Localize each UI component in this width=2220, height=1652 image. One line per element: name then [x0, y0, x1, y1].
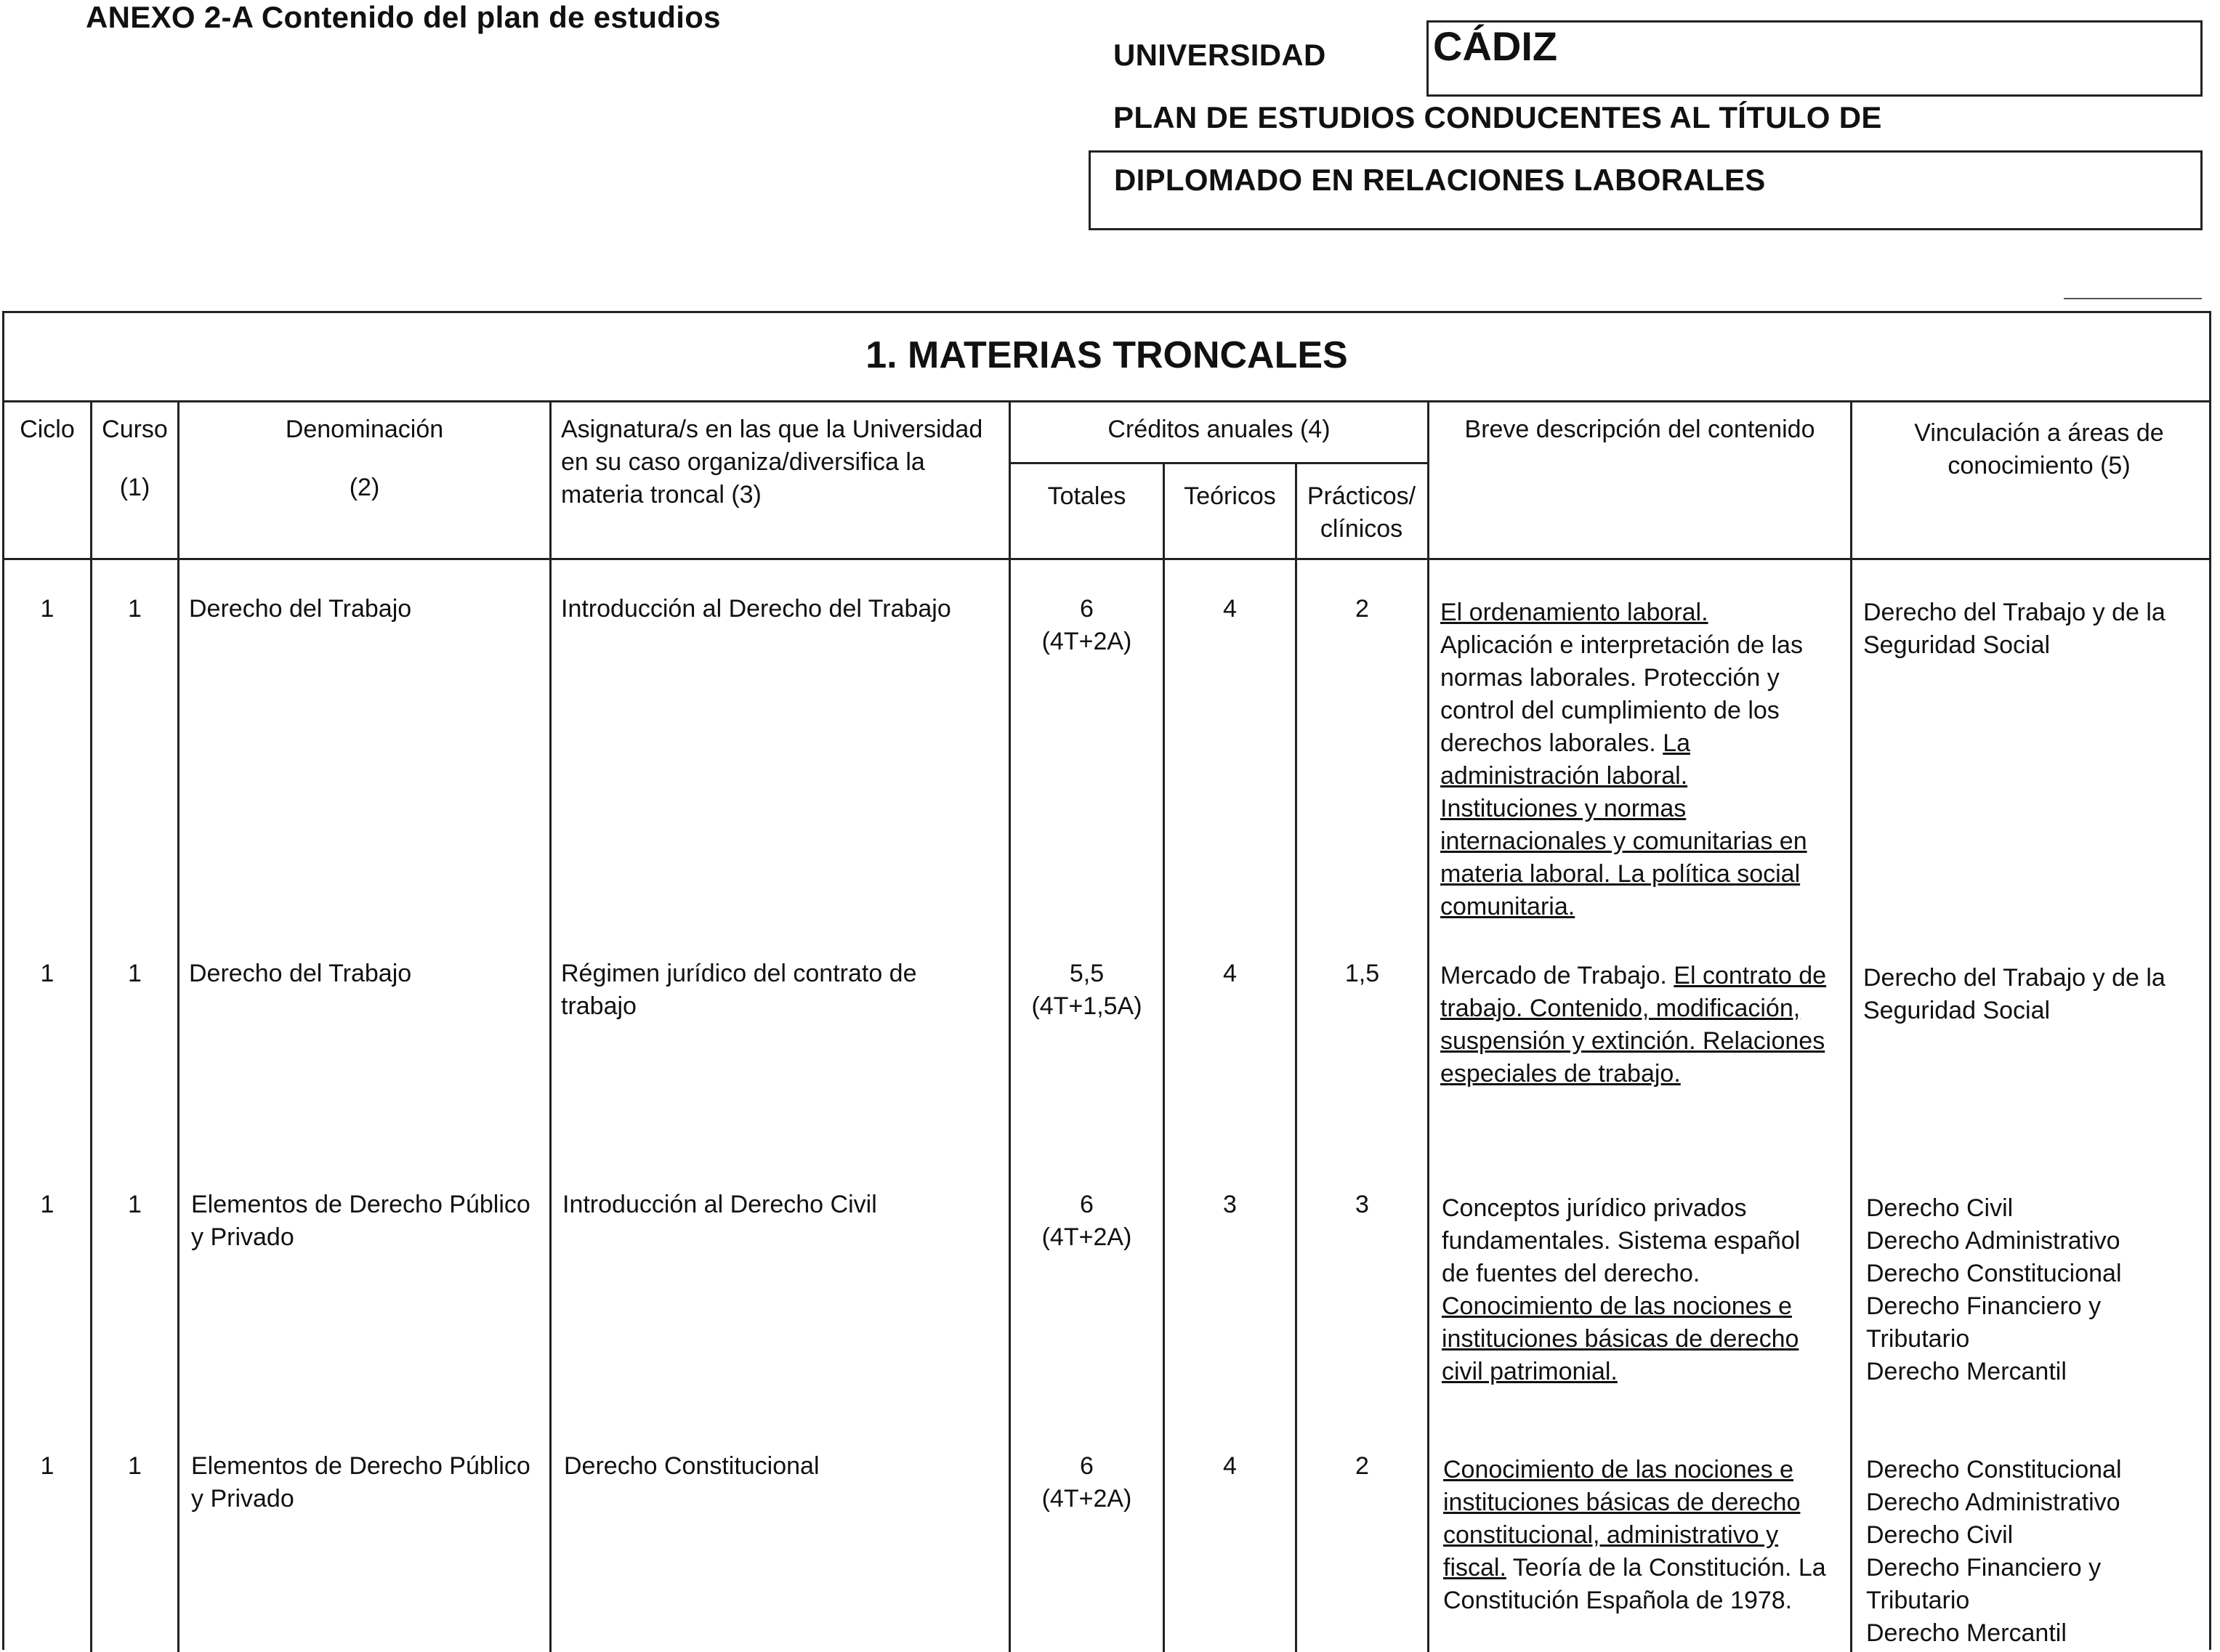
cell-descripcion	[1442, 1192, 1834, 1388]
desc-text: Teoría de la Constitución. La Constitución Española de 1978.	[1443, 1554, 1826, 1614]
cell-vinculacion: Derecho del Trabajo y de la Seguridad Social	[1863, 964, 2165, 1024]
cell-curso: 1	[128, 1191, 142, 1218]
cell-curso: 1	[128, 1452, 142, 1480]
cell-vinculacion	[1866, 1192, 2186, 1388]
cell-teoricos: 3	[1223, 1191, 1237, 1218]
desc-underlined-text: El contrato de trabajo. Contenido, modificación, suspensión y extinción. Relaciones especiales de trabajo.	[1440, 962, 1827, 1088]
area-item: Derecho Mercantil	[1866, 1358, 2067, 1385]
cell-practicos: 1,5	[1344, 960, 1380, 987]
area-item: Derecho Administrativo	[1866, 1489, 2120, 1516]
cell-practicos: 2	[1355, 595, 1369, 623]
university-box	[1426, 20, 2203, 97]
col-divider-8	[1850, 400, 1852, 1652]
area-item: Derecho Administrativo	[1866, 1227, 2120, 1255]
cell-denominacion: Elementos de Derecho Público y Privado	[191, 1452, 530, 1513]
creditos-divider	[1009, 462, 1427, 464]
cell-practicos: 2	[1355, 1452, 1369, 1480]
col-header-descripcion: Breve descripción del contenido	[1464, 416, 1815, 443]
col-header-practicos: Prácticos/ clínicos	[1307, 482, 1416, 543]
col-header-creditos: Créditos anuales (4)	[1107, 416, 1331, 443]
desc-underlined-text: La administración laboral. Instituciones y normas internacionales y comunitarias en materia laboral. La política social comunitaria.	[1440, 729, 1807, 920]
cell-totales: 6	[1080, 595, 1094, 623]
col-header-ciclo: Ciclo	[20, 416, 75, 443]
col-header-asignatura: Asignatura/s en las que la Universidad en su caso organiza/diversifica la materia troncal (3)	[561, 416, 983, 509]
cell-descripcion	[1443, 1454, 1832, 1617]
desc-text: Aplicación e interpretación de las normas laborales. Protección y control del cumplimiento de los derechos laborales.	[1440, 631, 1803, 757]
area-item: Derecho Mercantil	[1866, 1619, 2067, 1647]
cell-totales-detail: (4T+1,5A)	[1031, 992, 1142, 1020]
cell-asignatura: Introducción al Derecho Civil	[562, 1191, 877, 1218]
cell-denominacion: Elementos de Derecho Público y Privado	[191, 1191, 530, 1251]
col-divider-2	[177, 400, 179, 1652]
col-header-teoricos: Teóricos	[1184, 482, 1276, 510]
cell-ciclo: 1	[40, 960, 55, 987]
table-title: 1. MATERIAS TRONCALES	[865, 334, 1348, 376]
cell-totales-detail: (4T+2A)	[1041, 628, 1132, 655]
desc-text: Mercado de Trabajo.	[1440, 962, 1674, 989]
cell-teoricos: 4	[1223, 960, 1237, 987]
cell-descripcion	[1440, 960, 1833, 1090]
area-item: Derecho Financiero y Tributario	[1866, 1292, 2102, 1353]
cell-totales-detail: (4T+2A)	[1041, 1223, 1132, 1251]
area-item: Derecho Constitucional	[1866, 1260, 2122, 1287]
col-header-denominacion-note: (2)	[349, 474, 380, 501]
cell-asignatura: Régimen jurídico del contrato de trabajo	[561, 960, 917, 1020]
university-value: CÁDIZ	[1433, 23, 1558, 69]
cell-totales-detail: (4T+2A)	[1041, 1485, 1132, 1513]
area-item: Derecho Constitucional	[1866, 1456, 2122, 1483]
desc-underlined-text: El ordenamiento laboral.	[1440, 599, 1708, 626]
degree-box	[1089, 150, 2203, 230]
annex-title: ANEXO 2-A Contenido del plan de estudios	[86, 0, 721, 34]
area-item: Derecho Civil	[1866, 1521, 2014, 1549]
cell-ciclo: 1	[40, 595, 55, 623]
cell-totales: 6	[1080, 1452, 1094, 1480]
desc-underlined-text: Conocimiento de las nociones e instituciones básicas de derecho civil patrimonial.	[1442, 1292, 1799, 1385]
cell-curso: 1	[128, 960, 142, 987]
desc-text: Conceptos jurídico privados fundamentales. Sistema español de fuentes del derecho.	[1442, 1194, 1801, 1287]
cell-totales: 5,5	[1069, 960, 1105, 987]
header-rule	[2064, 298, 2202, 299]
cell-descripcion	[1440, 596, 1818, 923]
col-header-curso: Curso	[102, 416, 168, 443]
cell-teoricos: 4	[1223, 1452, 1237, 1480]
cell-vinculacion: Derecho del Trabajo y de la Seguridad Social	[1863, 599, 2165, 659]
plan-label: PLAN DE ESTUDIOS CONDUCENTES AL TÍTULO DE	[1113, 100, 1882, 134]
col-divider-7	[1427, 400, 1429, 1652]
col-header-vinculacion: Vinculación a áreas de conocimiento (5)	[1914, 419, 2164, 479]
area-item: Derecho Financiero y Tributario	[1866, 1554, 2102, 1614]
degree-value: DIPLOMADO EN RELACIONES LABORALES	[1114, 163, 1766, 197]
cell-curso: 1	[128, 595, 142, 623]
cell-denominacion: Derecho del Trabajo	[189, 595, 412, 623]
university-label: UNIVERSIDAD	[1113, 38, 1326, 72]
cell-totales: 6	[1080, 1191, 1094, 1218]
col-header-curso-note: (1)	[119, 474, 150, 501]
col-header-denominacion: Denominación	[285, 416, 444, 443]
desc-underlined-text: Conocimiento de las nociones e instituciones básicas de derecho constitucional, administrativo y fiscal.	[1443, 1456, 1801, 1582]
cell-vinculacion	[1866, 1454, 2186, 1650]
cell-ciclo: 1	[40, 1191, 55, 1218]
cell-teoricos: 4	[1223, 595, 1237, 623]
header-divider	[4, 558, 2209, 560]
cell-denominacion: Derecho del Trabajo	[189, 960, 412, 987]
cell-asignatura: Derecho Constitucional	[564, 1452, 820, 1480]
title-divider	[4, 400, 2209, 402]
cell-ciclo: 1	[40, 1452, 55, 1480]
cell-asignatura: Introducción al Derecho del Trabajo	[561, 595, 951, 623]
area-item: Derecho Civil	[1866, 1194, 2014, 1222]
col-divider-3	[549, 400, 552, 1652]
materias-troncales-table	[2, 311, 2211, 1650]
cell-practicos: 3	[1355, 1191, 1369, 1218]
col-header-totales: Totales	[1047, 482, 1126, 510]
